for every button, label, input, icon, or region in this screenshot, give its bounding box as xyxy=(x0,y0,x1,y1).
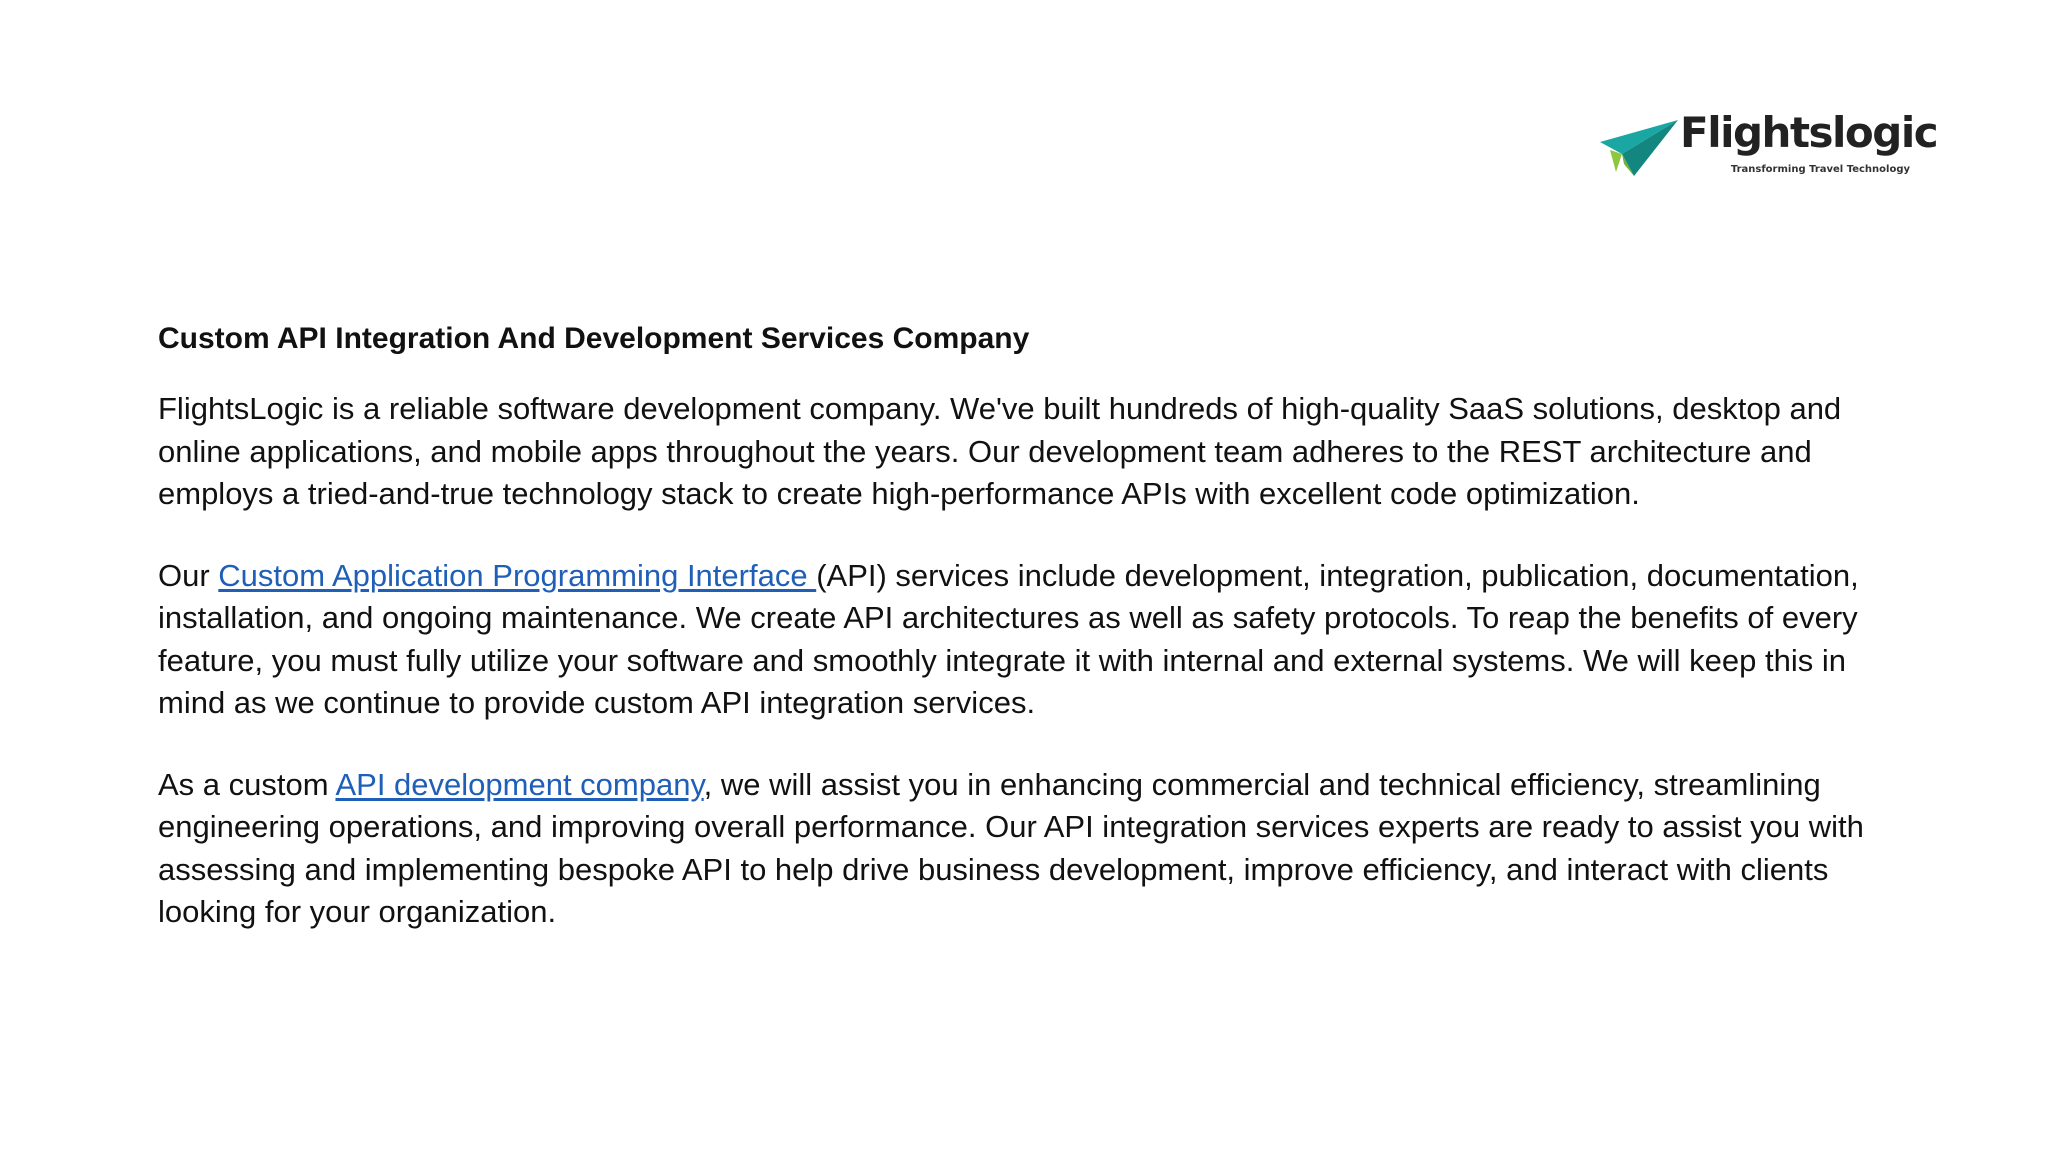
services-paragraph xyxy=(158,555,1918,725)
services-paragraph-text: (API) services include development, integration, publication, documentation, installation, and ongoing maintenance. We create API architectures as well as safety protocols. To reap the benefits of every feature, you must fully utilize your software and smoothly integrate it with internal and external systems. We will keep this in mind as we continue to provide custom API integration services. xyxy=(158,557,1859,720)
page-title: Custom API Integration And Development Services Company xyxy=(158,322,1030,355)
logo-tagline: Transforming Travel Technology xyxy=(1730,164,1910,175)
paper-plane-icon xyxy=(1598,120,1678,184)
custom-api-link[interactable]: Custom Application Programming Interface xyxy=(218,557,817,593)
services-paragraph-prefix: Our xyxy=(158,557,219,593)
document-body xyxy=(158,318,1918,973)
company-paragraph-text: , we will assist you in enhancing commercial and technical efficiency, streamlining engineering operations, and improving overall performance. Our API integration services experts are ready to assist you with assessing and implementing bespoke API to help drive business development, improve efficiency, and interact with clients looking for your organization. xyxy=(158,766,1864,929)
api-development-company-link[interactable]: API development company xyxy=(335,766,704,802)
company-paragraph-prefix: As a custom xyxy=(158,766,336,802)
company-paragraph xyxy=(158,764,1918,934)
intro-paragraph: FlightsLogic is a reliable software development company. We've built hundreds of high-quality SaaS solutions, desktop and online applications, and mobile apps throughout the years. Our development team adheres to the REST architecture and employs a tried-and-true technology stack to create high-performance APIs with excellent code optimization. xyxy=(158,391,1842,511)
flightslogic-logo xyxy=(1598,108,1938,184)
logo-name: Flightslogic xyxy=(1680,108,1938,157)
